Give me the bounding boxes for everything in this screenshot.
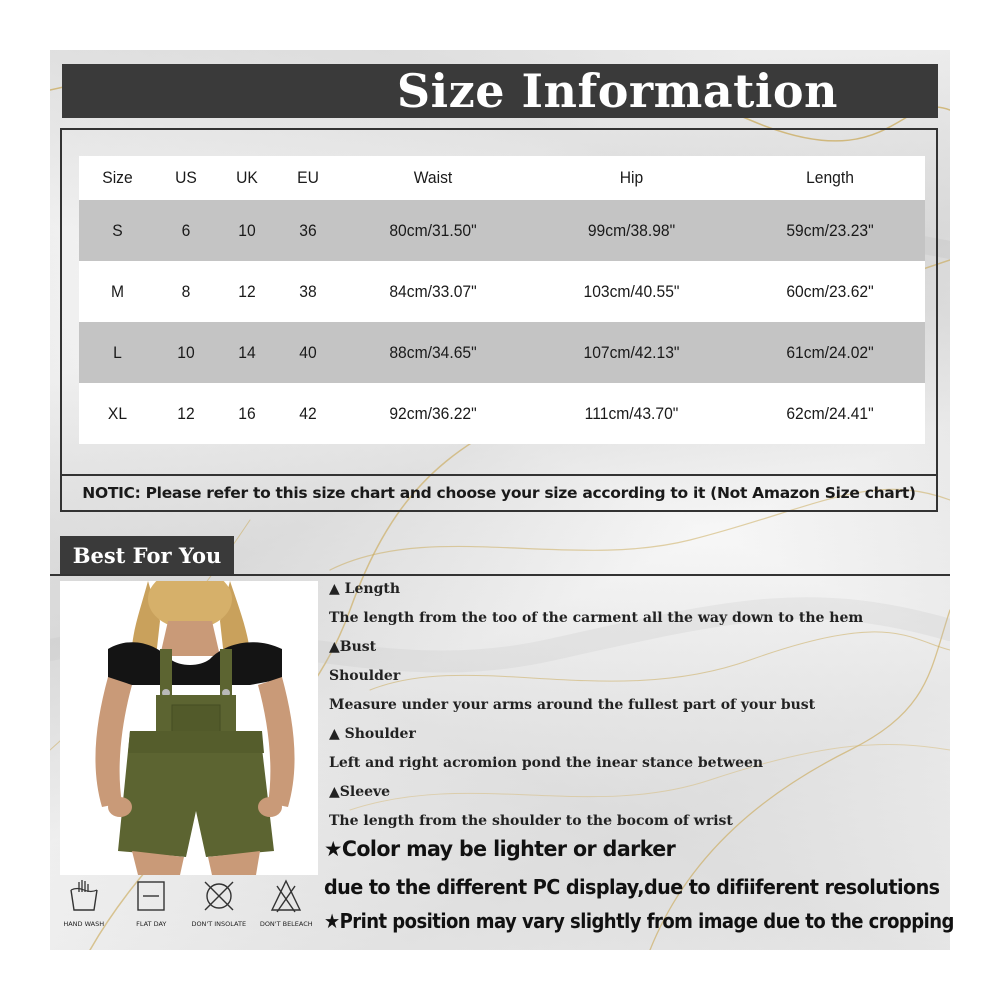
title-banner [62, 64, 938, 118]
do-not-tumble-dry-icon [202, 878, 236, 914]
table-cell: L [113, 342, 122, 362]
size-table-frame [60, 128, 938, 512]
print-position-note: ★Print position may vary slightly from image due to the cropping [324, 909, 954, 933]
bust-heading: ▲Bust [329, 639, 377, 655]
table-cell: 62cm/24.41" [786, 403, 874, 423]
best-for-you-heading: Best For You [60, 536, 234, 574]
care-label: FLAT DAY [136, 920, 167, 928]
table-row [79, 200, 925, 261]
table-cell: S [112, 220, 123, 240]
column-header: Waist [413, 168, 453, 187]
column-header: Size [102, 168, 133, 187]
column-header: US [175, 168, 197, 187]
care-label: DON'T INSOLATE [191, 920, 247, 928]
table-row [79, 261, 925, 322]
size-table [79, 156, 925, 444]
table-cell: 88cm/34.65" [389, 342, 477, 362]
shoulder-heading: ▲ Shoulder [329, 726, 416, 742]
table-cell: 103cm/40.55" [583, 281, 680, 301]
sleeve-description: The length from the shoulder to the bocom of wrist [329, 813, 733, 829]
table-cell: 12 [177, 403, 195, 423]
table-cell: 38 [299, 281, 317, 301]
table-header-row [79, 156, 925, 200]
do-not-bleach-icon [269, 878, 303, 914]
color-note: ★Color may be lighter or darker [324, 837, 676, 861]
table-cell: 61cm/24.02" [786, 342, 874, 362]
table-cell: 36 [299, 220, 317, 240]
length-description: The length from the too of the carment all the way down to the hem [329, 610, 864, 626]
table-cell: 16 [238, 403, 256, 423]
column-header: UK [236, 168, 258, 187]
table-cell: 60cm/23.62" [786, 281, 874, 301]
table-cell: 59cm/23.23" [786, 220, 874, 240]
table-cell: 6 [181, 220, 191, 240]
table-cell: 111cm/43.70" [584, 403, 679, 423]
table-cell: 10 [238, 220, 256, 240]
table-cell: 92cm/36.22" [389, 403, 477, 423]
table-cell: 42 [299, 403, 317, 423]
bust-subheading: Shoulder [329, 668, 401, 684]
sleeve-heading: ▲Sleeve [329, 784, 391, 800]
table-row [79, 383, 925, 444]
table-cell: 107cm/42.13" [583, 342, 680, 362]
model-in-overalls-illustration [60, 581, 318, 875]
product-photo [60, 581, 318, 875]
column-header: EU [297, 168, 319, 187]
table-cell: M [110, 281, 125, 301]
color-notes [324, 837, 954, 943]
flat-dry-icon [134, 878, 168, 914]
table-cell: 84cm/33.07" [389, 281, 477, 301]
size-notice: NOTIC: Please refer to this size chart and choose your size according to it (Not Amazon Size chart) [60, 474, 938, 512]
display-note: due to the different PC display,due to difiiferent resolutions [324, 875, 940, 899]
table-cell: 99cm/38.98" [587, 220, 676, 240]
table-cell: XL [107, 403, 128, 423]
care-item [50, 878, 118, 942]
length-heading: ▲ Length [329, 581, 401, 597]
size-chart-canvas [50, 50, 954, 950]
table-cell: 12 [238, 281, 256, 301]
section-divider [50, 574, 950, 576]
column-header: Length [806, 168, 854, 187]
care-item [253, 878, 321, 942]
table-cell: 8 [181, 281, 191, 301]
table-cell: 80cm/31.50" [389, 220, 477, 240]
table-cell: 10 [177, 342, 195, 362]
hand-wash-icon [67, 878, 101, 914]
table-cell: 14 [238, 342, 256, 362]
table-row [79, 322, 925, 383]
care-label: DON'T BELEACH [259, 920, 313, 928]
measurement-descriptions [329, 580, 939, 841]
bust-description: Measure under your arms around the fullest part of your bust [329, 697, 816, 713]
care-item [118, 878, 186, 942]
table-cell: 40 [299, 342, 317, 362]
page-title: Size Information [396, 64, 838, 118]
care-item [185, 878, 253, 942]
care-instructions [50, 878, 320, 942]
column-header: Hip [619, 168, 644, 187]
shoulder-description: Left and right acromion pond the inear stance between [329, 755, 764, 771]
care-label: HAND WASH [63, 920, 105, 928]
